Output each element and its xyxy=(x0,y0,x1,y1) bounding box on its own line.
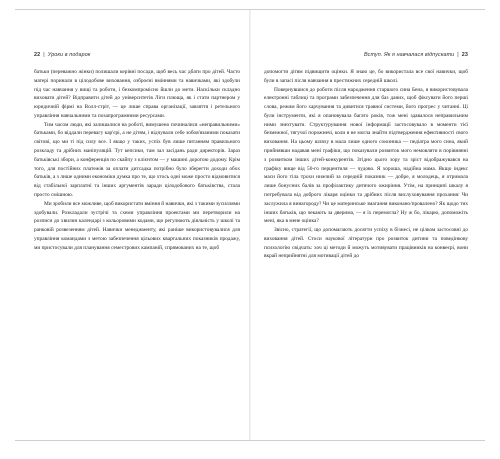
left-page-number: 22 xyxy=(34,52,41,58)
right-paragraph: допомогти дітям підвищити оцінки. Я знаю це, бо використала все свої навички, щоб були в запасі після навчання в престижних середній школі. xyxy=(264,69,468,84)
right-running-header xyxy=(264,52,468,58)
right-running-title: Вступ. Як я навчалася відпускати xyxy=(363,52,455,58)
left-paragraph: Тим часом люди, які залишалися на роботі, вимушено починалися «неправильними» батьками, бо віддали перевагу кар'єрі, а не дітям, і відчували себе зобов'язаними показати світові, що ми ті під силу все. І якщо у таких, успіх був лише питанням правильного розкладу та дрібних маніпуляцій. Тут кепсики, там зал засідань ради директорів. Зараз батьківські збори, а конференція по скайпу з клієнтом — у машині дорогою додому. Крім того, для постійних платежів за оплати дитсадка потрібно було зберегти доходи обох батьків, а з лише одними економіки думка про те, що хтось одні може просто відмовитися від стабільної зарплатні та інших аргументів заради цілодобового батьківства, стала просто смішною. xyxy=(34,121,240,198)
right-page-number: 23 xyxy=(461,52,468,58)
right-paragraph: Повернувшися до роботи після народження старшого сина Бена, я використовувала електронні таблиці та програми забезпечення для баз даних, щоб фіксувати його перші слова, режим його харчування та дивитися травної системи, його прогрес у читанні. Ці були інструменти, які я опановувала багато років, тож мені здавалося неправильним ними знехтувати. Структурування нової інформації застосовувало в моменти тієї безмежної, тягучої порожнечі, коли я не могла знайти підтвердження ефективності свого виховання. На цьому шляху в мала лише одного союзника — педіатра мого сина, який прийнявши надавав мені графіки, що показували розвиток мого немовляти в порівнянні з розвитком інших дітей-конкурентів. Згідно цього зору та зріст відображувався на графіку вище від 50-го перцентиля — чудово. Я хороша, надійна мама. Якщо індекс маси його тіла трохи нижчий за середній показник — добре, я молодець, я отримала лише бонусних балів за профілактику дитячого ожиріння. Утім, на принципі шкалу я потребувала від доброго лікаря оцінки та дрібних після вислуховування прохання: Чи заслужила я винагороду? Чи це материнське змагання виконано/провалено? Як щодо тих інших батьків, що чекають за дверима, — я їх перемогла? Ну ж бо, лікарю, допоможіть мені, яка в мене оцінка? xyxy=(264,86,468,225)
left-running-title: Уроки в подарок xyxy=(47,52,91,58)
book-spread xyxy=(15,9,485,441)
left-paragraph: батьки (переважно жінки) полишали керівні посади, щоб весь час дбати про дітей. Часто матері поринали в цілодобове виховання, озброєні вміннями та навичками, які здобули під час навчання у вищі та роботи, і безкомпромісно йшли до мети. Наскільки складно виховати дітей? Відправити дітей до університетів Ліги плюща, як і стати партнером у юридичній фірмі на Волл-стріт, — це лише справа організації, завзяття і ретельного управління навчальними та позапрограмними ресурсами. xyxy=(34,69,240,119)
left-paragraph: Ми зробили все можливе, щоб використати вміння й навички, які з такими зусиллями здобували. Розкладали зустрічі та схеми управління проектами ми перетворили на розписи до хвилин календарі з кольоровими кодами, що регулюють діяльність у школі та ранковій розвезенням дітей. Навички менеджменту, які раніше використовувалися для управління командами з метою забезпечення цільових квартальних показників продажу, ми пристосували для планування семестрових кампаній, спрямованих на те, щоб xyxy=(34,200,240,251)
right-page xyxy=(250,10,485,440)
header-separator: | xyxy=(457,52,459,58)
left-running-header xyxy=(34,52,240,58)
left-page xyxy=(15,10,250,440)
header-separator: | xyxy=(43,52,45,58)
right-paragraph: Звісно, стратегії, що допомагають досягти успіху в бізнесі, не цілком застосовні до виховання дітей. Стоси наукової літератури про розвиток дитини та поведінкову психологію свідчать: хоч ці методи й можуть мотивувати працівників на конвеєрі, вони вкрай неприйнятні для мотивації дітей до xyxy=(264,227,468,260)
